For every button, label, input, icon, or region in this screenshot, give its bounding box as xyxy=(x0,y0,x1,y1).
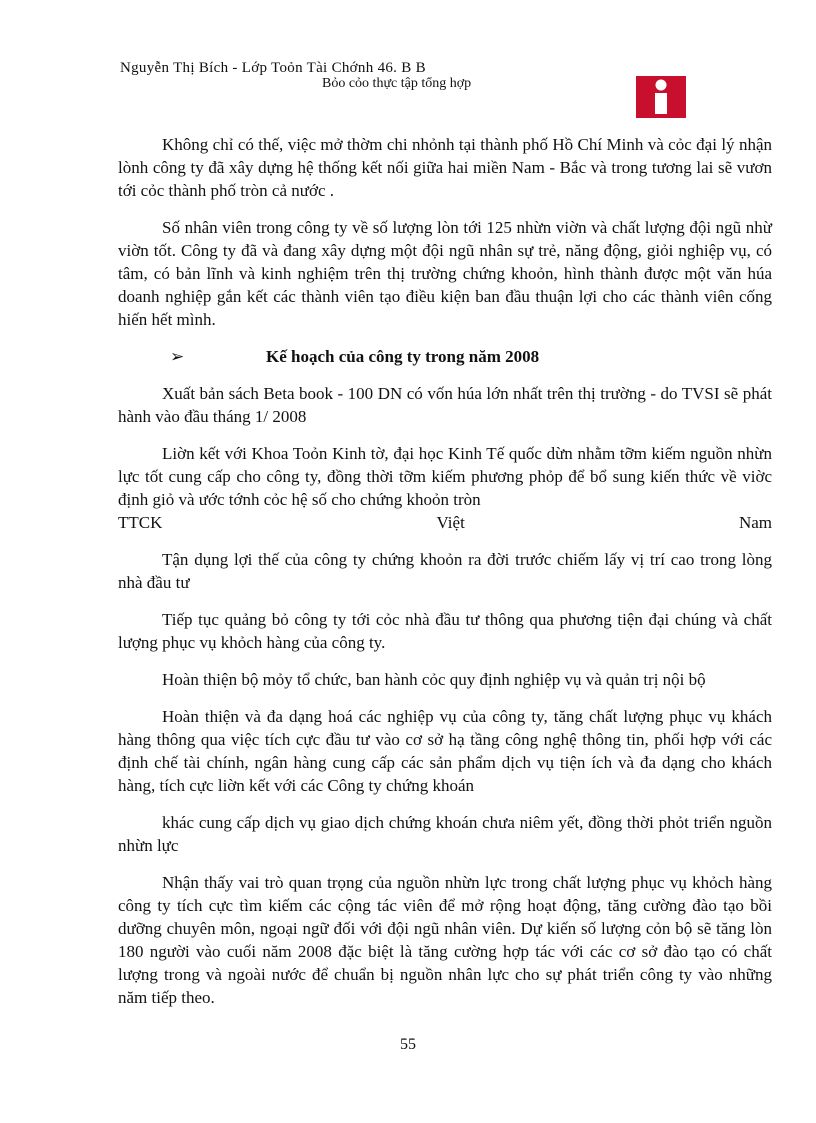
main-content xyxy=(118,133,772,1023)
paragraph-organization: Hoàn thiện bộ mỏy tổ chức, ban hành cỏc quy định nghiệp vụ và quản trị nội bộ xyxy=(162,670,706,689)
paragraph-otc-services: khác cung cấp dịch vụ giao dịch chứng khoán chưa niêm yết, đồng thời phỏt triển nguồn nhừn lực xyxy=(118,813,772,855)
paragraph-university-link-text: Liờn kết với Khoa Toỏn Kinh tờ, đại học Kinh Tế quốc dừn nhằm tỡm kiếm nguồn nhừn lực tốt cung cấp cho công ty, đồng thời tỡm kiếm phương phỏp để bổ sung kiến thức về viờc định giỏ và ước tớnh cỏc hệ số cho chứng khoỏn tròn xyxy=(118,444,772,509)
paragraph-human-resources: Nhận thấy vai trò quan trọng của nguồn nhừn lực trong chất lượng phục vụ khỏch hàng công ty tích cực tìm kiếm các cộng tác viên để mở rộng hoạt động, tăng cường đào tạo bồi dưỡng chuyên môn, ngoại ngữ đối với đội ngũ nhân viên. Dự kiến số lượng cỏn bộ sẽ tăng lòn 180 người vào cuối năm 2008 đặc biệt là tăng cường hợp tác với các cơ sở đào tạo có chất lượng trong và ngoài nước để chuẩn bị nguồn nhân lực cho sự phát triển công ty vào những năm tiếp theo. xyxy=(118,873,772,1007)
paragraph-diversify-services: Hoàn thiện và đa dạng hoá các nghiệp vụ của công ty, tăng chất lượng phục vụ khách hàng thông qua việc tích cực đầu tư vào cơ sở hạ tầng công nghệ thông tin, phối hợp với các định chế tài chính, ngân hàng cung cấp các sản phẩm dịch vụ tiện ích và đa dạng cho khách hàng, tích cực liờn kết với các Công ty chứng khoán xyxy=(118,707,772,795)
justified-last-line xyxy=(118,511,772,534)
paragraph-staff: Số nhân viên trong công ty về số lượng lòn tới 125 nhừn viờn và chất lượng đội ngũ nhừ viờn tốt. Công ty đã và đang xây dựng một đội ngũ nhân sự trẻ, năng động, giỏi nghiệp vụ, có tâm, có bản lĩnh và kinh nghiệm trên thị trường chứng khoỏn, hình thành được một văn húa doanh nghiệp gắn kết các thành viên tạo điều kiện ban đầu thuận lợi cho các thành viên cống hiến hết mình. xyxy=(118,218,772,329)
spread-word-nam: Nam xyxy=(738,513,772,532)
paragraph-branch-expansion: Không chỉ có thế, việc mở thờm chi nhỏnh tại thành phố Hồ Chí Minh và cỏc đại lý nhận lònh công ty đã xây dựng hệ thống kết nối giữa hai miền Nam - Bắc và trong tương lai sẽ vươn tới cỏc thành phố tròn cả nước . xyxy=(118,135,772,200)
arrow-bullet-icon: ➢ xyxy=(170,347,185,366)
spread-word-ttck: TTCK xyxy=(118,513,163,532)
paragraph-university-link xyxy=(118,442,772,511)
header-report-title: Bỏo cỏo thực tập tổng hợp xyxy=(322,76,472,91)
paragraph-book-publish: Xuất bản sách Beta book - 100 DN có vốn húa lớn nhất trên thị trường - do TVSI sẽ phát hành vào đầu tháng 1/ 2008 xyxy=(118,384,772,426)
section-heading xyxy=(118,345,772,368)
spread-word-viet: Việt xyxy=(436,513,465,532)
paragraph-promotion: Tiếp tục quảng bỏ công ty tới cỏc nhà đầu tư thông qua phương tiện đại chúng và chất lượng phục vụ khỏch hàng của công ty. xyxy=(118,610,772,652)
i-logo-icon xyxy=(636,76,686,118)
paragraph-advantage: Tận dụng lợi thế của công ty chứng khoỏn ra đời trước chiếm lấy vị trí cao trong lòng nhà đầu tư xyxy=(118,550,772,592)
section-heading-text: Kế hoạch của công ty trong năm 2008 xyxy=(266,347,540,366)
header-author-line: Nguyễn Thị Bích - Lớp Toỏn Tài Chớnh 46. B B xyxy=(120,60,426,76)
page-number: 55 xyxy=(400,1036,416,1053)
